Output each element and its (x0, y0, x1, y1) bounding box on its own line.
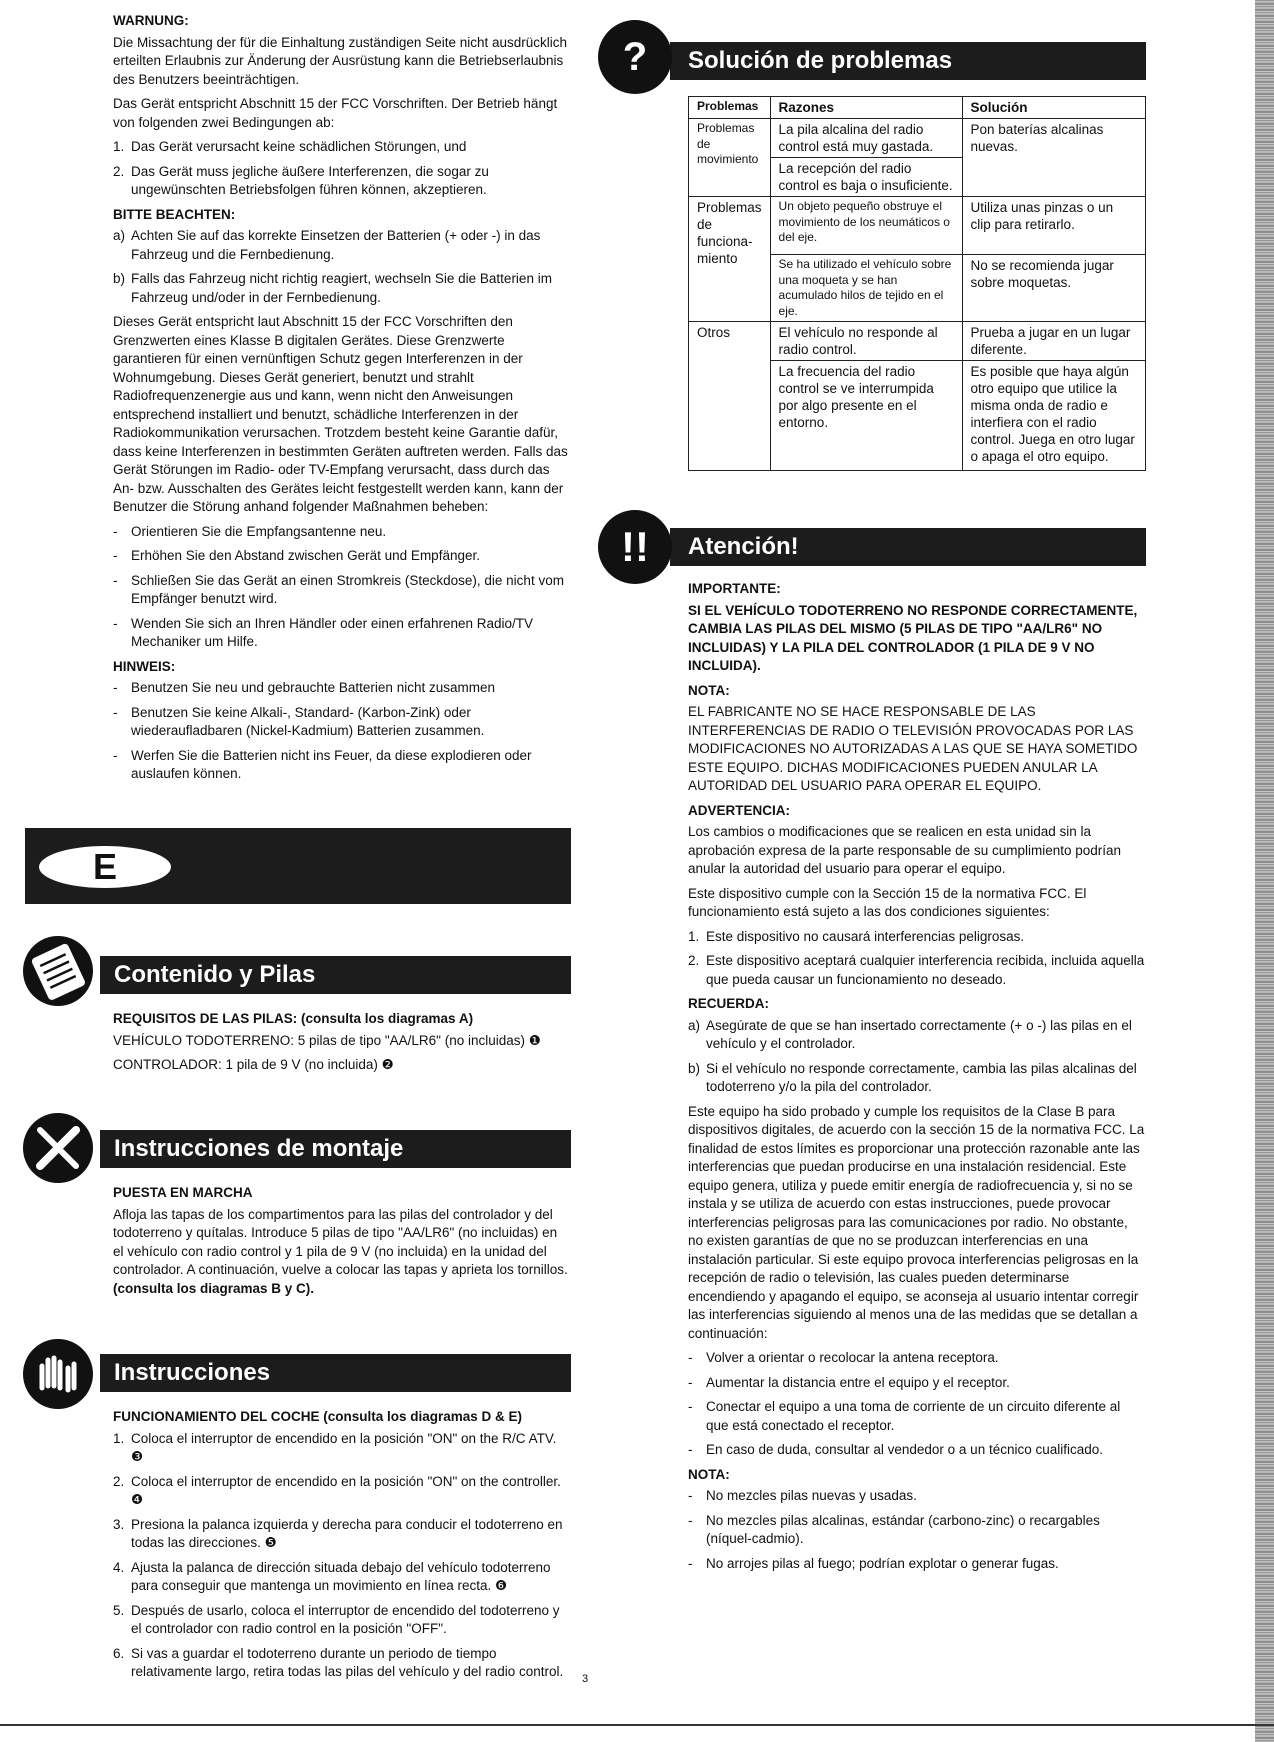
list-marker: - (113, 572, 118, 588)
list-item (688, 1374, 1146, 1393)
list-marker: b) (113, 271, 126, 286)
table-cell-razon: El vehículo no responde al radio control. (770, 322, 962, 361)
list-item (113, 1645, 571, 1682)
table-cell-razon: La pila alcalina del radio control está muy gastada. (770, 119, 962, 158)
pilas-controlador: CONTROLADOR: 1 pila de 9 V (no incluida) ❷ (113, 1057, 394, 1072)
list-text: Falls das Fahrzeug nicht richtig reagiert, wechseln Sie die Batterien im Fahrzeug und/oder in der Fernbedienung. (131, 271, 552, 305)
table-cell-problema: Problemas de movimiento (689, 119, 771, 197)
instrucciones-band (100, 1354, 571, 1392)
table-cell-razon: Se ha utilizado el vehículo sobre una moqueta y se han acumulado hilos de tejido en el eje. (770, 255, 962, 322)
advertencia-heading: ADVERTENCIA: (688, 802, 791, 818)
list-text: Este dispositivo no causará interferencias peligrosas. (706, 928, 1025, 944)
table-cell-problema: Otros (689, 322, 771, 471)
table-header-razones: Razones (770, 97, 962, 119)
list-item (688, 1398, 1146, 1435)
troubleshooting-table (688, 96, 1146, 471)
list-text: Aumentar la distancia entre el equipo y el receptor. (706, 1374, 1010, 1390)
exclamation-icon: !! (598, 510, 672, 584)
list-marker: - (688, 1512, 693, 1528)
list-text: Orientieren Sie die Empfangsantenne neu. (131, 523, 387, 539)
list-item (113, 1559, 571, 1596)
question-icon: ? (598, 20, 672, 94)
list-item (113, 572, 571, 609)
es-conditions (688, 928, 1146, 990)
list-item (113, 1473, 571, 1510)
language-band (25, 828, 571, 904)
instrucciones-section (113, 1406, 571, 1688)
list-item (113, 615, 571, 652)
montaje-section (113, 1182, 571, 1304)
list-marker: a) (113, 228, 126, 243)
list-marker: - (688, 1374, 693, 1390)
claseb-text: Este equipo ha sido probado y cumple los requisitos de la Clase B para dispositivos digitales, de acuerdo con la sección 15 de la normativa FCC. La finalidad de estos límites es proporcionar una protección razonable ante las interferencias que puedan producirse en una instalación residencial. Este equipo genera, utiliza y puede emitir energía de radiofrecuencia y, si no se instala y se utiliza de acuerdo con estas instrucciones, puede provocar interferencias peligrosas para las comunicaciones por radio. No obstante, no existen garantías de que no se produzcan interferencias en una instalación particular. Si este equipo provoca interferencias peligrosas en la recepción de radio o televisión, las cuales pueden determinarse encendiendo y apagando el equipo, se aconseja al usuario intentar corregir las interferencias siguiendo al menos una de las medidas que se detallan a continuación: (688, 1103, 1145, 1341)
list-marker: 6. (113, 1645, 125, 1661)
list-text: Presiona la palanca izquierda y derecha para conducir el todoterreno en todas las direcciones. ❺ (131, 1516, 563, 1550)
list-text: No mezcles pilas alcalinas, estándar (carbono-zinc) o recargables (níquel-cadmio). (706, 1512, 1100, 1546)
list-marker: - (688, 1442, 693, 1457)
list-marker: 1. (688, 928, 700, 944)
list-marker: 5. (113, 1602, 125, 1618)
pilas-vehiculo: VEHÍCULO TODOTERRENO: 5 pilas de tipo "AA/LR6" (no incluidas) ❶ (113, 1032, 541, 1048)
klasseb-text: Dieses Gerät entspricht laut Abschnitt 15 der FCC Vorschriften den Grenzwerten eines Klasse B digitalen Gerätes. Diese Grenzwerte garantieren für einen vernünftigen Schutz gegen Interferenzen in der Wohnumgebung. Dieses Gerät generiert, benutzt und strahlt Radiofrequenzenergie aus und kann, wenn nicht den Anweisungen entsprechend installiert und benutzt, schädliche Interferenzen in der Radiokommunikation verursachen. Trotzdem besteht keine Garantie dafür, dass keine Interferenzen in bestimmten Geräten auftreten werden. Falls das Gerät Störungen im Radio- oder TV-Empfang verursacht, dass durch das An- bzw. Ausschalten des Gerätes leicht festgestellt werden kann, kann der Benutzer die Störung anhand folgender Maßnahmen beheben: (113, 314, 568, 514)
list-item (688, 1349, 1146, 1368)
list-item (113, 138, 571, 157)
list-item (688, 1441, 1146, 1460)
list-item (113, 679, 571, 698)
list-item (113, 1430, 571, 1467)
nota-heading: NOTA: (688, 682, 730, 698)
instrucciones-title: Instrucciones (114, 1358, 271, 1386)
language-badge (39, 846, 171, 888)
hands-icon (22, 1338, 94, 1410)
medidas-list (688, 1349, 1146, 1460)
fcc-text: Das Gerät entspricht Abschnitt 15 der FCC Vorschriften. Der Betrieb hängt von folgenden zwei Bedingungen ab: (113, 96, 558, 130)
table-cell-solucion: Utiliza unas pinzas o un clip para retirarlo. (962, 197, 1145, 255)
contenido-section (113, 1008, 571, 1081)
list-item (688, 1555, 1146, 1574)
advertencia-text: Los cambios o modificaciones que se realicen en esta unidad sin la aprobación expresa de la parte responsable de su cumplimiento podrían anular la autoridad del usuario para operar el equipo. (688, 824, 1122, 876)
notepad-icon (22, 935, 94, 1007)
warnung-heading: WARNUNG: (113, 13, 189, 28)
table-header-problemas: Problemas (689, 97, 771, 119)
list-text: No arrojes pilas al fuego; podrían explotar o generar fugas. (706, 1555, 1059, 1571)
table-cell-solucion: No se recomienda jugar sobre moquetas. (962, 255, 1145, 322)
fcc-es-text: Este dispositivo cumple con la Sección 15 de la normativa FCC. El funcionamiento está sujeto a las dos condiciones siguientes: (688, 885, 1087, 919)
nota2-heading: NOTA: (688, 1466, 730, 1482)
list-marker: 2. (113, 1473, 125, 1489)
list-item (688, 928, 1146, 947)
list-text: No mezcles pilas nuevas y usadas. (706, 1488, 917, 1503)
atencion-section (688, 578, 1146, 1579)
list-text: Achten Sie auf das korrekte Einsetzen der Batterien (+ oder -) in das Fahrzeug und die Fernbedienung. (131, 228, 541, 262)
list-text: Das Gerät verursacht keine schädlichen Störungen, und (131, 139, 467, 154)
list-text: Coloca el interruptor de encendido en la posición "ON" on the controller. ❹ (131, 1473, 561, 1507)
pilas-heading: REQUISITOS DE LAS PILAS: (consulta los diagramas A) (113, 1011, 474, 1026)
list-text: Si el vehículo no responde correctamente, cambia las pilas alcalinas del todoterreno y/o la pila del controlador. (706, 1060, 1137, 1094)
list-text: Coloca el interruptor de encendido en la posición "ON" on the R/C ATV. ❸ (131, 1430, 557, 1464)
list-text: Wenden Sie sich an Ihren Händler oder einen erfahrenen Radio/TV Mechaniker um Hilfe. (131, 615, 534, 649)
list-marker: - (113, 523, 118, 539)
list-marker: 1. (113, 1430, 125, 1446)
scan-edge (1255, 0, 1274, 1742)
list-text: Si vas a guardar el todoterreno durante un periodo de tiempo relativamente largo, retira todas las pilas del vehículo y del radio control. (131, 1645, 564, 1679)
troubleshooting-table-wrap (688, 96, 1146, 471)
list-text: Erhöhen Sie den Abstand zwischen Gerät und Empfänger. (131, 548, 480, 563)
list-item (688, 1512, 1146, 1549)
importante-heading: IMPORTANTE: (688, 581, 781, 596)
table-header-solucion: Solución (962, 97, 1145, 119)
list-marker: b) (688, 1060, 701, 1076)
list-text: Asegúrate de que se han insertado correctamente (+ o -) las pilas en el vehículo y el controlador. (706, 1017, 1132, 1051)
nota2-list (688, 1487, 1146, 1573)
table-cell-solucion: Prueba a jugar en un lugar diferente. (962, 322, 1145, 361)
list-marker: 1. (113, 139, 125, 154)
list-item (113, 523, 571, 542)
list-text: En caso de duda, consultar al vendedor o a un técnico cualificado. (706, 1442, 1104, 1457)
list-marker: a) (688, 1017, 701, 1033)
list-item (688, 1487, 1146, 1506)
solucion-title: Solución de problemas (688, 46, 953, 74)
montaje-band (100, 1130, 571, 1168)
list-text: Conectar el equipo a una toma de corriente de un circuito diferente al que está conectado el receptor. (706, 1399, 1121, 1433)
list-item (688, 1017, 1146, 1054)
contenido-title: Contenido y Pilas (114, 960, 316, 988)
puesta-heading: PUESTA EN MARCHA (113, 1185, 253, 1200)
list-item (113, 227, 571, 264)
list-item (113, 163, 571, 200)
tools-icon (22, 1112, 94, 1184)
table-cell-razon: La recepción del radio control es baja o insuficiente. (770, 158, 962, 197)
bitte-heading: BITTE BEACHTEN: (113, 206, 236, 222)
list-marker: - (113, 680, 118, 695)
list-item (113, 1516, 571, 1553)
de-bitte-list (113, 227, 571, 307)
table-cell-solucion: Pon baterías alcalinas nuevas. (962, 119, 1145, 197)
montaje-text (113, 1206, 571, 1299)
list-text: Benutzen Sie keine Alkali-, Standard- (Karbon-Zink) oder wiederaufladbaren (Nickel-Kadmium) Batterien zusammen. (131, 704, 485, 738)
table-cell-razon: Un objeto pequeño obstruye el movimiento de los neumáticos o del eje. (770, 197, 962, 255)
list-item (113, 270, 571, 307)
list-text: Das Gerät muss jegliche äußere Interferenzen, die sogar zu ungewünschten Betriebsfolgen führen können, akzeptieren. (131, 163, 489, 197)
contenido-band (100, 956, 571, 994)
montaje-title: Instrucciones de montaje (114, 1134, 404, 1162)
page-number: 3 (582, 1673, 589, 1685)
table-cell-solucion: Es posible que haya algún otro equipo que utilice la misma onda de radio e interfiera con el radio control. Juega en otro lugar o apaga el otro equipo. (962, 361, 1145, 471)
list-item (113, 547, 571, 566)
list-marker: - (113, 704, 118, 720)
atencion-band (670, 528, 1146, 566)
montaje-text-body: Afloja las tapas de los compartimentos para las pilas del controlador y del todoterreno y quítalas. Introduce 5 pilas de tipo "AA/LR6" (no incluidas) en el vehículo con radio control y 1 pila de 9 V (no incluida) en la unidad del controlador. A continuación, vuelve a colocar las tapas y aprieta los tornillos. (113, 1206, 568, 1277)
montaje-text-ref: (consulta los diagramas B y C). (113, 1280, 315, 1296)
recuerda-heading: RECUERDA: (688, 996, 769, 1011)
list-marker: 2. (688, 953, 700, 968)
list-text: Werfen Sie die Batterien nicht ins Feuer, da diese explodieren oder auslaufen können. (131, 747, 532, 781)
instrucciones-steps (113, 1430, 571, 1682)
table-cell-problema: Problemas de funciona-miento (689, 197, 771, 322)
recuerda-list (688, 1017, 1146, 1097)
list-item (113, 747, 571, 784)
table-cell-razon: La frecuencia del radio control se ve interrumpida por algo presente en el entorno. (770, 361, 962, 471)
de-hinweis-list (113, 679, 571, 784)
solucion-band (670, 42, 1146, 80)
list-marker: - (113, 747, 118, 763)
list-marker: - (688, 1488, 693, 1503)
list-item (688, 952, 1146, 989)
warnung-text: Die Missachtung der für die Einhaltung zuständigen Seite nicht ausdrücklich erteilten Erlaubnis zur Änderung der Ausrüstung kann die Betriebserlaubnis des Benutzers beeinträchtigen. (113, 34, 568, 87)
list-marker: - (113, 548, 118, 563)
list-marker: - (113, 615, 118, 631)
bottom-rule (0, 1724, 1274, 1726)
list-item (688, 1060, 1146, 1097)
language-letter: E (92, 845, 117, 887)
list-text: Schließen Sie das Gerät an einen Stromkreis (Steckdose), die nicht vom Empfänger benutzt wird. (131, 572, 564, 606)
list-text: Benutzen Sie neu und gebrauchte Batterien nicht zusammen (131, 680, 495, 695)
german-section (113, 10, 571, 790)
list-marker: 4. (113, 1559, 125, 1575)
list-marker: - (688, 1350, 693, 1365)
list-item (113, 1602, 571, 1639)
list-text: Ajusta la palanca de dirección situada debajo del vehículo todoterreno para conseguir que mantenga un movimiento en línea recta. ❻ (131, 1559, 551, 1593)
funcionamiento-heading: FUNCIONAMIENTO DEL COCHE (consulta los diagramas D & E) (113, 1409, 523, 1424)
list-text: Volver a orientar o recolocar la antena receptora. (706, 1350, 999, 1365)
list-text: Después de usarlo, coloca el interruptor de encendido del todoterreno y el controlador con radio control en la posición "OFF". (131, 1602, 560, 1636)
list-marker: - (688, 1399, 693, 1414)
list-marker: - (688, 1555, 693, 1571)
importante-text: SI EL VEHÍCULO TODOTERRENO NO RESPONDE CORRECTAMENTE, CAMBIA LAS PILAS DEL MISMO (5 PILAS DE TIPO "AA/LR6" NO INCLUIDAS) Y LA PILA DEL CONTROLADOR (1 PILA DE 9 V NO INCLUIDA). (688, 602, 1138, 673)
nota-text: EL FABRICANTE NO SE HACE RESPONSABLE DE LAS INTERFERENCIAS DE RADIO O TELEVISIÓN PROVOCADAS POR LAS MODIFICACIONES NO AUTORIZADAS A LAS QUE SE HAYA SOMETIDO ESTE EQUIPO. DICHAS MODIFICACIONES PUEDEN ANULAR LA AUTORIDAD DEL USUARIO PARA OPERAR EL EQUIPO. (688, 704, 1138, 793)
list-marker: 2. (113, 163, 125, 179)
de-conditions (113, 138, 571, 200)
hinweis-heading: HINWEIS: (113, 658, 176, 674)
de-measures (113, 523, 571, 652)
list-text: Este dispositivo aceptará cualquier interferencia recibida, incluida aquella que pueda causar un funcionamiento no deseado. (706, 953, 1145, 987)
list-item (113, 704, 571, 741)
list-marker: 3. (113, 1516, 125, 1532)
atencion-title: Atención! (688, 532, 799, 560)
